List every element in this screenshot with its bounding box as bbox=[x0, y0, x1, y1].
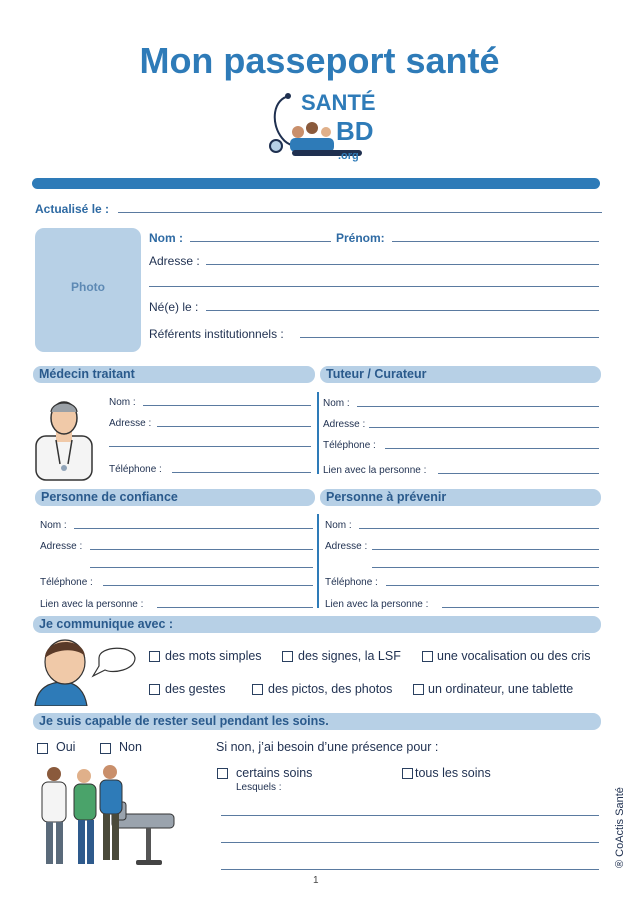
photo-box[interactable] bbox=[35, 228, 141, 352]
confiance-header bbox=[35, 489, 315, 506]
copyright: ® CoActis Santé bbox=[614, 787, 626, 868]
prevenir-adresse-field-2[interactable] bbox=[372, 567, 599, 568]
option-vocalisation-label: une vocalisation ou des cris bbox=[437, 649, 591, 663]
tous-soins-checkbox[interactable] bbox=[402, 768, 413, 779]
option-signes-label: des signes, la LSF bbox=[298, 649, 401, 663]
logo-text-bd: BD bbox=[336, 116, 374, 146]
referents-label: Référents institutionnels : bbox=[149, 327, 284, 341]
adresse-field-line2[interactable] bbox=[149, 286, 599, 287]
ne-label: Né(e) le : bbox=[149, 300, 199, 314]
option-ordinateur-checkbox[interactable] bbox=[413, 684, 424, 695]
tuteur-nom-label: Nom : bbox=[323, 398, 350, 409]
prevenir-telephone-label: Téléphone : bbox=[325, 577, 378, 588]
ne-field[interactable] bbox=[206, 310, 599, 311]
medecin-telephone-label: Téléphone : bbox=[109, 464, 162, 475]
certains-soins-checkbox[interactable] bbox=[217, 768, 228, 779]
updated-label: Actualisé le : bbox=[35, 202, 110, 216]
si-non-label: Si non, j’ai besoin d’une présence pour : bbox=[216, 740, 439, 754]
speaking-person-icon bbox=[33, 636, 137, 706]
confiance-nom-label: Nom : bbox=[40, 520, 67, 531]
tous-soins-label: tous les soins bbox=[415, 766, 491, 780]
prevenir-nom-label: Nom : bbox=[325, 520, 352, 531]
option-pictos-checkbox[interactable] bbox=[252, 684, 263, 695]
confiance-lien-label: Lien avec la personne : bbox=[40, 599, 144, 610]
confiance-adresse-field[interactable] bbox=[90, 549, 313, 550]
option-ordinateur-label: un ordinateur, une tablette bbox=[428, 682, 574, 696]
medecin-adresse-label: Adresse : bbox=[109, 418, 152, 429]
header-bar bbox=[32, 178, 600, 189]
medecin-telephone-field[interactable] bbox=[172, 472, 311, 473]
prenom-label: Prénom: bbox=[336, 231, 385, 245]
prevenir-divider bbox=[317, 514, 319, 608]
confiance-telephone-label: Téléphone : bbox=[40, 577, 93, 588]
tuteur-title: Tuteur / Curateur bbox=[326, 367, 427, 381]
non-checkbox[interactable] bbox=[100, 743, 111, 754]
option-pictos-label: des pictos, des photos bbox=[268, 682, 393, 696]
logo-text-sante: SANTÉ bbox=[301, 90, 376, 115]
option-mots-simples-checkbox[interactable] bbox=[149, 651, 160, 662]
prevenir-telephone-field[interactable] bbox=[386, 585, 599, 586]
oui-label: Oui bbox=[56, 740, 76, 754]
tuteur-header bbox=[320, 366, 601, 383]
medecin-nom-label: Nom : bbox=[109, 397, 136, 408]
option-gestes-checkbox[interactable] bbox=[149, 684, 160, 695]
option-mots-simples-label: des mots simples bbox=[165, 649, 262, 663]
doctor-icon bbox=[32, 394, 96, 482]
photo-label: Photo bbox=[71, 280, 105, 294]
medecin-header bbox=[33, 366, 315, 383]
communique-header bbox=[33, 616, 601, 633]
confiance-title: Personne de confiance bbox=[41, 490, 178, 504]
tuteur-lien-field[interactable] bbox=[438, 473, 599, 474]
option-signes-checkbox[interactable] bbox=[282, 651, 293, 662]
updated-field[interactable] bbox=[118, 212, 602, 213]
prevenir-header bbox=[320, 489, 601, 506]
tuteur-adresse-field[interactable] bbox=[369, 427, 599, 428]
medecin-adresse-field[interactable] bbox=[157, 426, 311, 427]
adresse-field[interactable] bbox=[206, 264, 599, 265]
prevenir-lien-label: Lien avec la personne : bbox=[325, 599, 429, 610]
logo-text-org: .org bbox=[338, 150, 359, 162]
tuteur-telephone-field[interactable] bbox=[385, 448, 599, 449]
tuteur-lien-label: Lien avec la personne : bbox=[323, 465, 427, 476]
lesquels-field-2[interactable] bbox=[221, 842, 599, 843]
medecin-title: Médecin traitant bbox=[39, 367, 135, 381]
prevenir-nom-field[interactable] bbox=[359, 528, 599, 529]
prevenir-adresse-label: Adresse : bbox=[325, 541, 368, 552]
prevenir-adresse-field[interactable] bbox=[372, 549, 599, 550]
confiance-adresse-field-2[interactable] bbox=[90, 567, 313, 568]
prenom-field[interactable] bbox=[392, 241, 599, 242]
non-label: Non bbox=[119, 740, 142, 754]
nom-label: Nom : bbox=[149, 231, 183, 245]
confiance-lien-field[interactable] bbox=[157, 607, 313, 608]
page-number: 1 bbox=[313, 875, 319, 886]
tuteur-adresse-label: Adresse : bbox=[323, 419, 366, 430]
santebd-logo bbox=[268, 88, 376, 166]
prevenir-lien-field[interactable] bbox=[442, 607, 599, 608]
medecin-adresse-field-2[interactable] bbox=[109, 446, 311, 447]
option-vocalisation-checkbox[interactable] bbox=[422, 651, 433, 662]
referents-field[interactable] bbox=[300, 337, 599, 338]
seul-title: Je suis capable de rester seul pendant les soins. bbox=[39, 714, 329, 728]
nom-field[interactable] bbox=[190, 241, 331, 242]
certains-soins-label: certains soins bbox=[236, 766, 313, 780]
tuteur-nom-field[interactable] bbox=[357, 406, 599, 407]
lesquels-field-1[interactable] bbox=[221, 815, 599, 816]
prevenir-title: Personne à prévenir bbox=[326, 490, 447, 504]
medecin-nom-field[interactable] bbox=[143, 405, 311, 406]
communique-title: Je communique avec : bbox=[39, 617, 174, 631]
tuteur-divider bbox=[317, 392, 319, 474]
confiance-telephone-field[interactable] bbox=[103, 585, 313, 586]
page-title: Mon passeport santé bbox=[139, 40, 500, 81]
confiance-adresse-label: Adresse : bbox=[40, 541, 83, 552]
option-gestes-label: des gestes bbox=[165, 682, 226, 696]
oui-checkbox[interactable] bbox=[37, 743, 48, 754]
confiance-nom-field[interactable] bbox=[74, 528, 313, 529]
care-scene-icon bbox=[36, 762, 176, 870]
adresse-label: Adresse : bbox=[149, 254, 200, 268]
lesquels-label: Lesquels : bbox=[236, 782, 282, 793]
tuteur-telephone-label: Téléphone : bbox=[323, 440, 376, 451]
lesquels-field-3[interactable] bbox=[221, 869, 599, 870]
seul-header bbox=[33, 713, 601, 730]
